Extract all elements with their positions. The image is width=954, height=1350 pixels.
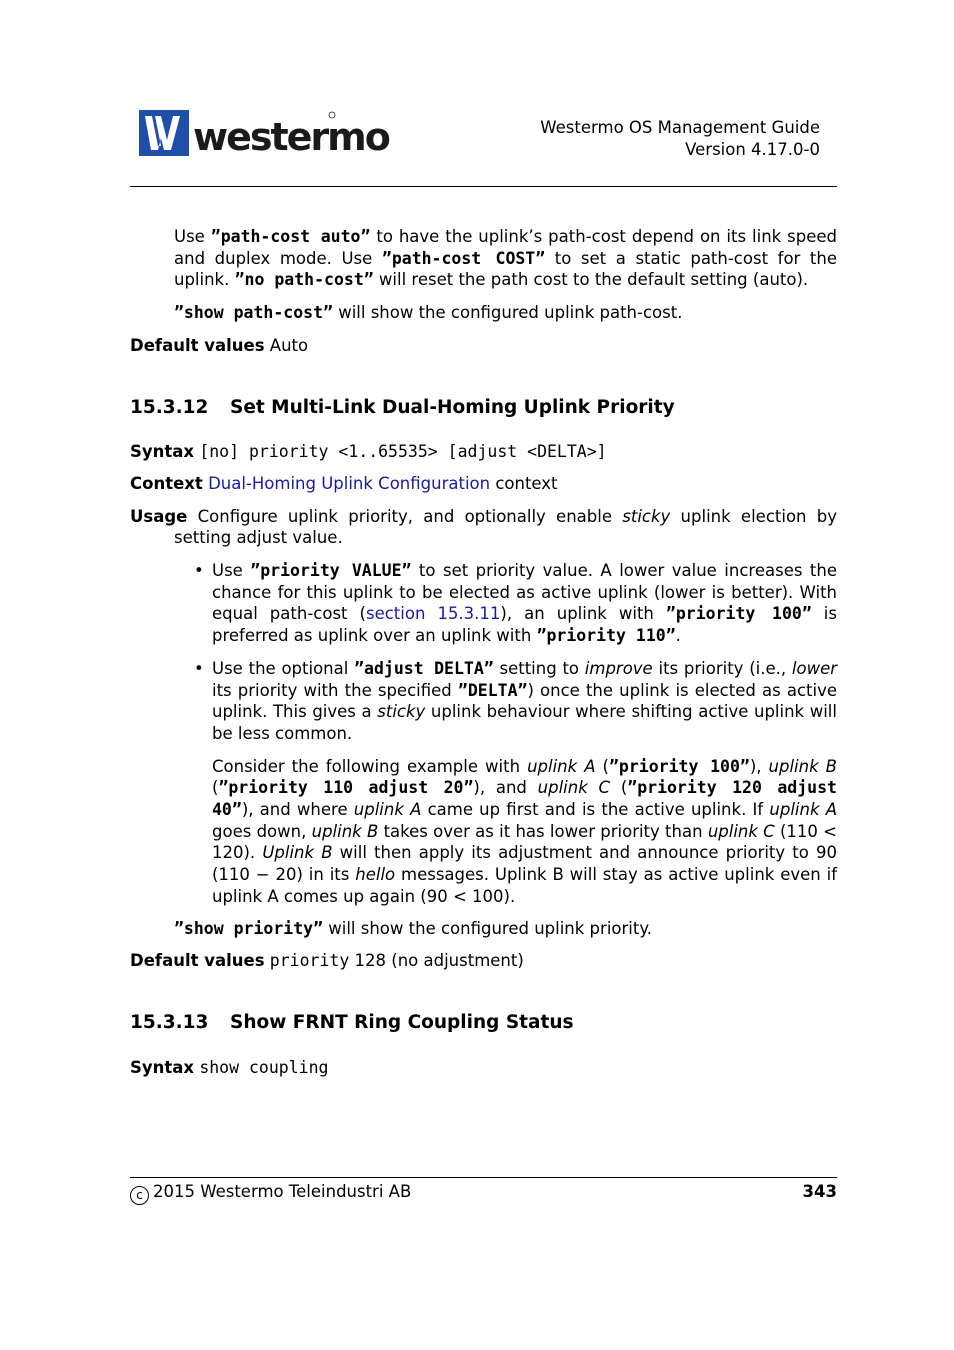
page-number: 343 <box>802 1182 837 1201</box>
westermo-logo <box>139 110 389 159</box>
page-header <box>130 108 837 186</box>
page-content <box>130 226 837 1078</box>
show-pathcost-paragraph: ”show path-cost” will show the configured uplink path-cost. <box>174 303 683 323</box>
cmd-show-path-cost: ”show path-cost” <box>174 303 333 323</box>
copyright-icon: c <box>130 1186 149 1205</box>
cmd-adjust-delta: ”adjust DELTA” <box>354 658 494 678</box>
context-line: Context Dual-Homing Uplink Configuration context <box>130 473 558 493</box>
copyright-text: c 2015 Westermo Teleindustri AB <box>130 1182 411 1205</box>
show-priority-paragraph: ”show priority” will show the configured uplink priority. <box>174 918 652 938</box>
pathcost-paragraph: Use ”path-cost auto” to have the uplink’s path-cost depend on its link speed and duplex mode. Use ”path-cost COST” to set a static path-cost for the uplink. ”no path-cost” will reset the path cost to the default setting (auto). <box>174 227 837 290</box>
pathcost-default: Default values Auto <box>130 335 309 355</box>
cmd-no-path-cost: ”no path-cost” <box>234 270 374 290</box>
footer-rule <box>130 1177 837 1178</box>
context-link[interactable]: Dual-Homing Uplink Configuration <box>208 473 491 493</box>
syntax-line: Syntax [no] priority <1..65535> [adjust <DELTA>] <box>130 442 607 462</box>
cmd-priority-value: ”priority VALUE” <box>250 561 412 581</box>
usage-paragraph: Usage Configure uplink priority, and optionally enable sticky uplink election by setting adjust value. <box>130 506 837 548</box>
bullet-adjust-delta: • Use the optional ”adjust DELTA” setting to improve its priority (i.e., lower its priority with the specified ”DELTA”) once the uplink is elected as active uplink. This gives a sticky uplink behaviour where shifting active uplink will be less common. <box>212 658 837 745</box>
svg-text:westermo: westermo <box>193 115 389 159</box>
cmd-show-priority: ”show priority” <box>174 918 324 938</box>
header-rule <box>130 186 837 187</box>
guide-version: Version 4.17.0-0 <box>685 140 820 159</box>
section-15-3-12-heading: 15.3.12 Set Multi-Link Dual-Homing Uplink Priority <box>130 396 675 418</box>
cmd-path-cost-auto: ”path-cost auto” <box>210 227 371 246</box>
priority-default: Default values priority 128 (no adjustment) <box>130 951 524 971</box>
cmd-path-cost-cost: ”path-cost COST” <box>381 248 546 268</box>
section-15-3-13-heading: 15.3.13 Show FRNT Ring Coupling Status <box>130 1011 574 1033</box>
syntax-value: [no] priority <1..65535> [adjust <DELTA>] <box>199 442 607 462</box>
usage-bullet-list <box>212 560 837 908</box>
header-text <box>540 117 820 161</box>
example-paragraph: Consider the following example with uplink A (”priority 100”), uplink B (”priority 110 adjust 20”), and uplink C (”priority 120 adjust 40”), and where uplink A came up first and is the active uplink. If uplink A goes down, uplink B takes over as it has lower priority than uplink C (110 < 120). Uplink B will then apply its adjustment and announce priority to 90 (110 − 20) in its hello messages. Uplink B will stay as active uplink even if uplink A comes up again (90 < 100). <box>212 756 838 906</box>
bullet-priority-value: • Use ”priority VALUE” to set priority value. A lower value increases the chance for this uplink to be elected as active uplink (lower is better). With equal path-cost (section 15.3.11), an uplink with ”priority 100” is preferred as uplink over an uplink with ”priority 110”. <box>212 560 837 647</box>
syntax-coupling-line: Syntax show coupling <box>130 1057 329 1077</box>
section-15-3-11-link[interactable]: section 15.3.11 <box>365 604 501 624</box>
guide-title: Westermo OS Management Guide <box>540 118 820 137</box>
